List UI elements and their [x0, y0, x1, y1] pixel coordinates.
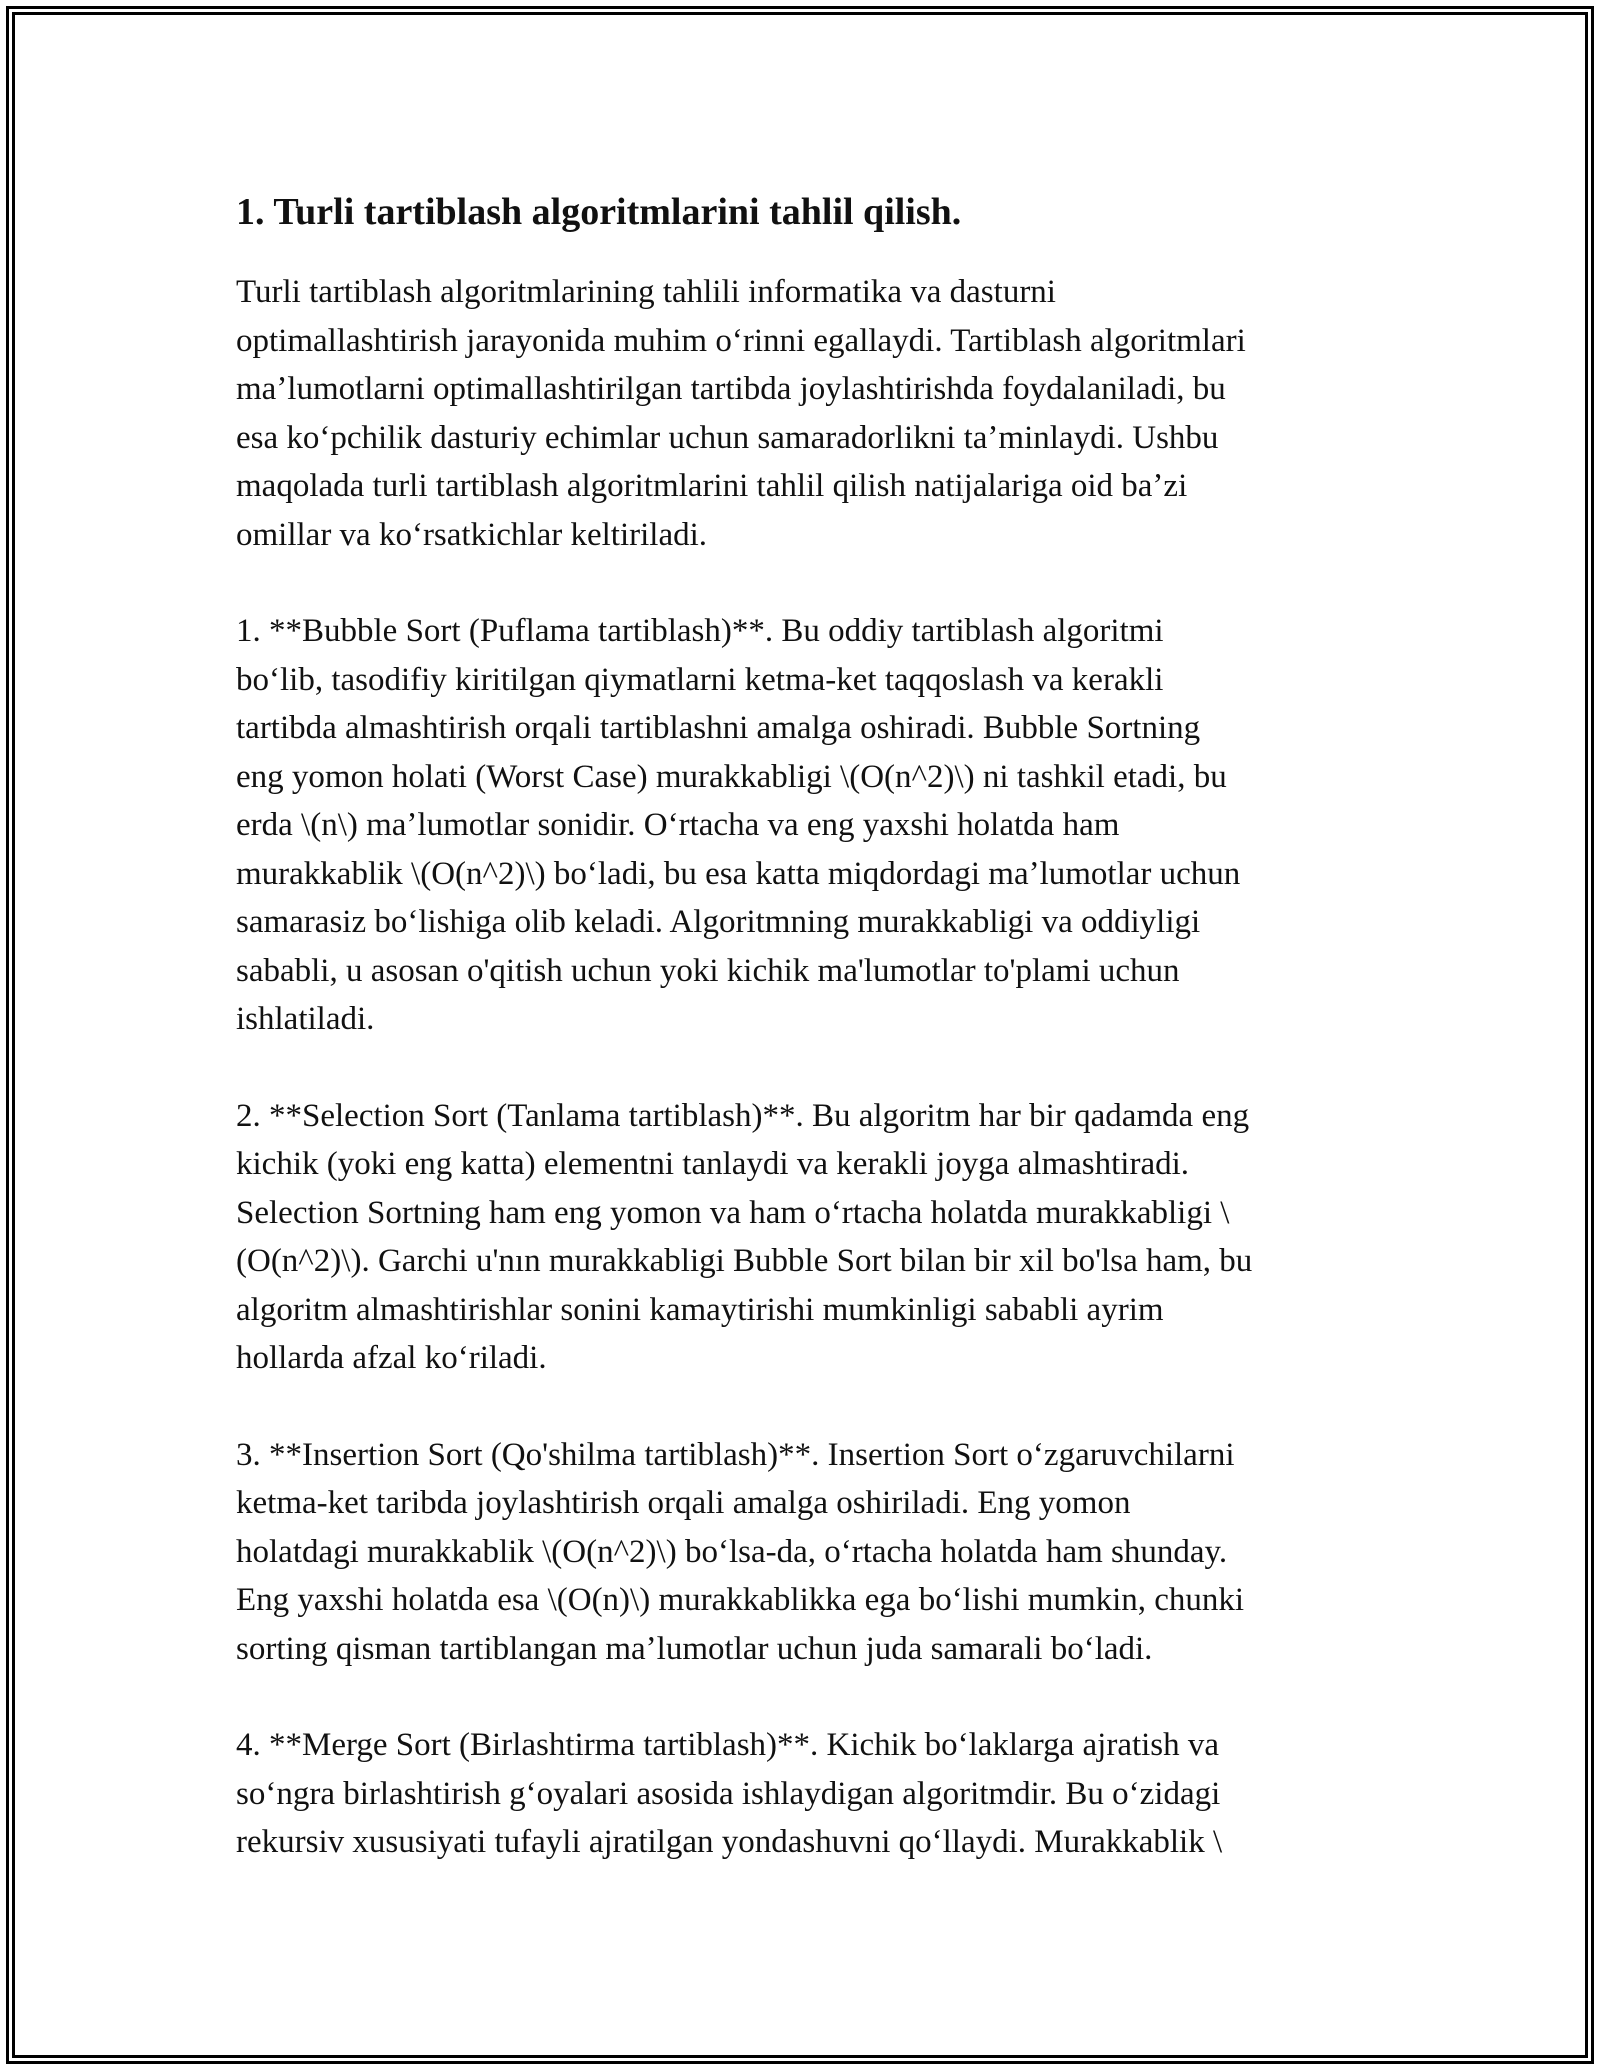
paragraph-selection-sort: 2. **Selection Sort (Tanlama tartiblash)**. Bu algoritm har bir qadamda eng kichik (yoki eng katta) elementni tanlaydi va kerakli joyga almashtiradi. Selection Sortning ham eng yomon va ham oʻrtacha holatda murakkabligi \ (O(n^2)\). Garchi u'nın murakkabligi Bubble Sort bilan bir xil bo'lsa ham, bu algoritm almashtirishlar sonini kamaytirishi mumkinligi sababli ayrim hollarda afzal koʻriladi.: [236, 1097, 1253, 1376]
paragraph-intro: Turli tartiblash algoritmlarining tahlili informatika va dasturni optimallashtirish jarayonida muhim oʻrinni egallaydi. Tartiblash algoritmlari maʼlumotlarni optimallashtirilgan tartibda joylashtirishda foydalaniladi, bu esa koʻpchilik dasturiy echimlar uchun samaradorlikni taʼminlaydi. Ushbu maqolada turli tartiblash algoritmlarini tahlil qilish natijalariga oid baʼzi omillar va koʻrsatkichlar keltiriladi.: [236, 274, 1246, 553]
paragraph-merge-sort: 4. **Merge Sort (Birlashtirma tartiblash)**. Kichik boʻlaklarga ajratish va soʻngra birlashtirish gʻoyalari asosida ishlaydigan algoritmdir. Bu oʻzidagi rekursiv xususiyati tufayli ajratilgan yondashuvni qoʻllaydi. Murakkablik \: [236, 1727, 1223, 1860]
document-body: [236, 186, 1386, 1915]
paragraph-insertion-sort: 3. **Insertion Sort (Qo'shilma tartiblash)**. Insertion Sort oʻzgaruvchilarni ketma-ket taribda joylashtirish orqali amalga oshiriladi. Eng yomon holatdagi murakkablik \(O(n^2)\) boʻlsa-da, oʻrtacha holatda ham shunday. Eng yaxshi holatda esa \(O(n)\) murakkablikka ega boʻlishi mumkin, chunki sorting qisman tartiblangan maʼlumotlar uchun juda samarali boʻladi.: [236, 1436, 1245, 1667]
paragraph-bubble-sort: 1. **Bubble Sort (Puflama tartiblash)**. Bu oddiy tartiblash algoritmi boʻlib, tasodifiy kiritilgan qiymatlarni ketma-ket taqqoslash va kerakli tartibda almashtirish orqali tartiblashni amalga oshiradi. Bubble Sortning eng yomon holati (Worst Case) murakkabligi \(O(n^2)\) ni tashkil etadi, bu erda \(n\) maʼlumotlar sonidir. Oʻrtacha va eng yaxshi holatda ham murakkablik \(O(n^2)\) boʻladi, bu esa katta miqdordagi maʼlumotlar uchun samarasiz boʻlishiga olib keladi. Algoritmning murakkabligi va oddiyligi sababli, u asosan o'qitish uchun yoki kichik ma'lumotlar to'plami uchun ishlatiladi.: [236, 613, 1241, 1037]
document-title: 1. Turli tartiblash algoritmlarini tahlil qilish.: [236, 191, 962, 233]
